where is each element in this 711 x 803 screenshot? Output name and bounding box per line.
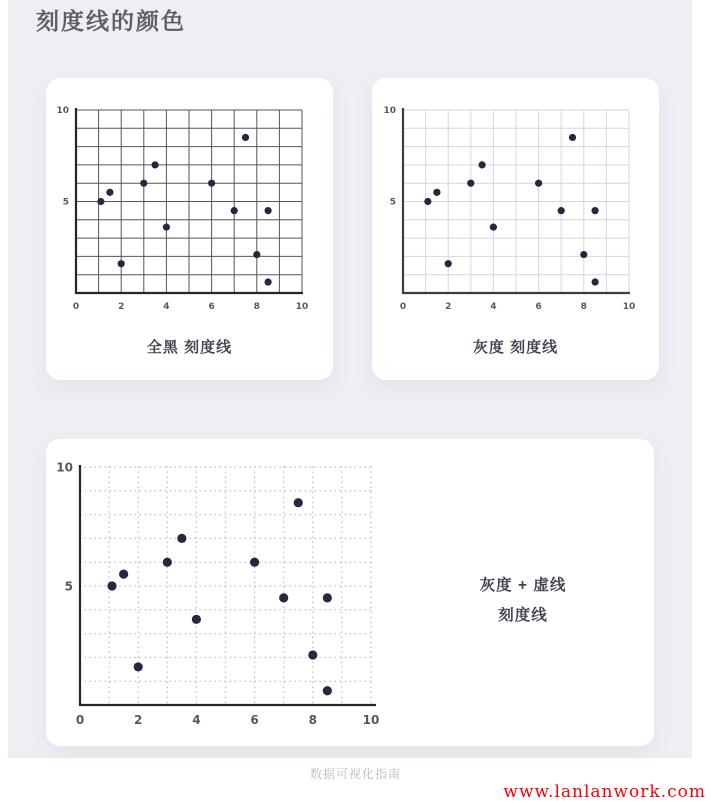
scatter-chart-black-ticks [46, 78, 333, 318]
scatter-chart-gray-ticks [372, 78, 659, 318]
svg-text:8: 8 [308, 713, 317, 727]
svg-text:10: 10 [56, 106, 69, 117]
svg-text:4: 4 [490, 302, 497, 312]
svg-text:10: 10 [622, 302, 636, 312]
svg-text:5: 5 [64, 579, 73, 594]
svg-text:4: 4 [192, 713, 201, 727]
svg-text:8: 8 [253, 302, 260, 312]
svg-text:6: 6 [250, 713, 259, 727]
svg-text:6: 6 [535, 302, 542, 312]
svg-text:0: 0 [72, 302, 80, 312]
chart-card-black-ticks [46, 78, 333, 380]
svg-text:2: 2 [445, 302, 452, 312]
svg-text:10: 10 [56, 460, 73, 475]
svg-text:0: 0 [75, 713, 85, 727]
svg-text:5: 5 [389, 197, 396, 208]
scatter-chart-gray-dashed-ticks [46, 439, 416, 734]
svg-text:10: 10 [295, 302, 309, 312]
svg-text:10: 10 [383, 106, 396, 117]
chart-caption-black-ticks: 全黑 刻度线 [146, 339, 233, 356]
svg-text:6: 6 [208, 302, 215, 312]
chart-card-gray-ticks [372, 78, 659, 380]
svg-text:10: 10 [362, 713, 380, 727]
svg-text:5: 5 [62, 197, 69, 208]
svg-text:2: 2 [134, 713, 143, 727]
chart-caption-gray-ticks: 灰度 刻度线 [472, 339, 559, 356]
svg-text:2: 2 [118, 302, 125, 312]
chart-card-gray-dashed-ticks [46, 439, 654, 746]
content-area [8, 0, 692, 758]
svg-text:0: 0 [399, 302, 407, 312]
svg-text:4: 4 [163, 302, 170, 312]
chart-caption-gray-dashed-ticks [418, 571, 628, 631]
caption-line-2: 刻度线 [498, 607, 548, 624]
caption-line-1: 灰度 + 虚线 [479, 577, 567, 594]
footer-label: 数据可视化指南 [309, 767, 401, 781]
watermark: www.lanlanwork.com [503, 782, 706, 802]
svg-text:8: 8 [580, 302, 587, 312]
page-title: 刻度线的颜色 [36, 8, 186, 34]
